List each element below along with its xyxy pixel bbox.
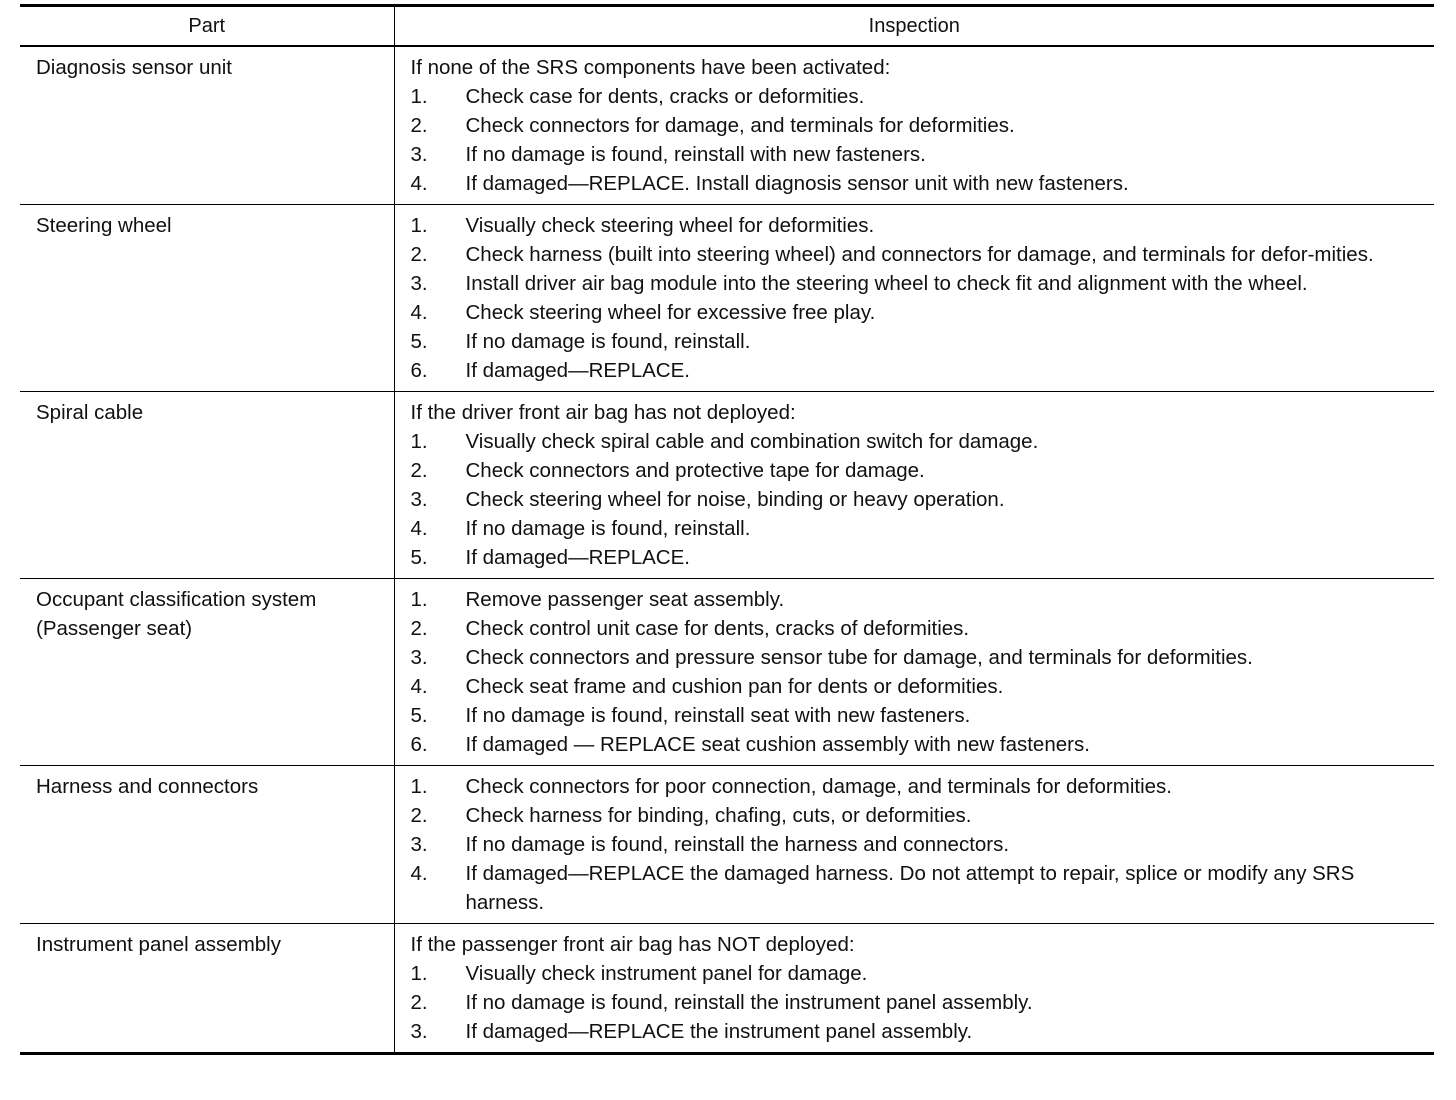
step-number: 1. [410, 85, 428, 108]
step-number: 1. [410, 775, 428, 798]
inspection-steps [411, 585, 1427, 759]
step-text: If damaged—REPLACE. Install diagnosis sensor unit with new fasteners. [465, 172, 1129, 195]
step-text: If damaged — REPLACE seat cushion assembly with new fasteners. [465, 733, 1090, 756]
step-number: 4. [410, 517, 428, 540]
part-cell: Harness and connectors [20, 766, 394, 924]
step-number: 3. [410, 272, 428, 295]
inspection-cell [394, 46, 1434, 205]
inspection-step [411, 240, 1427, 269]
part-cell: Spiral cable [20, 392, 394, 579]
inspection-steps [411, 959, 1427, 1046]
inspection-step [411, 427, 1427, 456]
part-column-header: Part [20, 6, 394, 47]
step-number: 4. [410, 862, 428, 885]
step-text: Visually check instrument panel for damage. [465, 962, 868, 985]
step-number: 3. [410, 646, 428, 669]
step-text: If damaged—REPLACE. [465, 359, 690, 382]
table-row [20, 924, 1434, 1054]
step-number: 1. [410, 588, 428, 611]
step-text: Visually check steering wheel for deformities. [465, 214, 875, 237]
inspection-step [411, 701, 1427, 730]
inspection-column-header: Inspection [394, 6, 1434, 47]
step-text: If no damage is found, reinstall. [465, 330, 751, 353]
inspection-cell [394, 766, 1434, 924]
step-number: 3. [410, 1020, 428, 1043]
inspection-step [411, 672, 1427, 701]
step-text: Check connectors and pressure sensor tube for damage, and terminals for deformities. [465, 646, 1253, 669]
table-row [20, 392, 1434, 579]
inspection-step [411, 485, 1427, 514]
inspection-step [411, 959, 1427, 988]
inspection-steps [411, 427, 1427, 572]
step-number: 2. [410, 617, 428, 640]
part-cell: Occupant classification system (Passenger seat) [20, 579, 394, 766]
inspection-step [411, 269, 1427, 298]
inspection-step [411, 859, 1427, 917]
table-row [20, 579, 1434, 766]
step-number: 1. [410, 430, 428, 453]
inspection-step [411, 614, 1427, 643]
inspection-step [411, 111, 1427, 140]
step-text: If no damage is found, reinstall seat with new fasteners. [465, 704, 971, 727]
inspection-step [411, 1017, 1427, 1046]
inspection-step [411, 298, 1427, 327]
inspection-step [411, 543, 1427, 572]
inspection-condition: If none of the SRS components have been activated: [410, 56, 891, 79]
step-number: 3. [410, 143, 428, 166]
step-text: If no damage is found, reinstall the instrument panel assembly. [465, 991, 1033, 1014]
table-row [20, 766, 1434, 924]
step-number: 2. [410, 459, 428, 482]
inspection-cell [394, 579, 1434, 766]
step-text: Check harness for binding, chafing, cuts, or deformities. [465, 804, 972, 827]
table-row [20, 205, 1434, 392]
step-text: Check connectors for damage, and terminals for deformities. [465, 114, 1015, 137]
inspection-step [411, 585, 1427, 614]
inspection-step [411, 730, 1427, 759]
step-number: 6. [410, 359, 428, 382]
step-text: Check steering wheel for noise, binding or heavy operation. [465, 488, 1005, 511]
inspection-step [411, 514, 1427, 543]
inspection-step [411, 988, 1427, 1017]
step-number: 2. [410, 991, 428, 1014]
inspection-step [411, 772, 1427, 801]
step-text: Check steering wheel for excessive free play. [465, 301, 876, 324]
step-number: 2. [410, 804, 428, 827]
step-number: 4. [410, 172, 428, 195]
step-text: If damaged—REPLACE the damaged harness. Do not attempt to repair, splice or modify any SRS harness. [465, 862, 1355, 914]
step-text: If no damage is found, reinstall with new fasteners. [465, 143, 926, 166]
step-number: 5. [410, 704, 428, 727]
inspection-step [411, 82, 1427, 111]
inspection-condition: If the driver front air bag has not deployed: [410, 401, 796, 424]
step-text: Install driver air bag module into the steering wheel to check fit and alignment with the wheel. [465, 272, 1308, 295]
step-text: Remove passenger seat assembly. [465, 588, 785, 611]
step-number: 2. [410, 243, 428, 266]
step-number: 2. [410, 114, 428, 137]
inspection-step [411, 140, 1427, 169]
step-text: Check case for dents, cracks or deformities. [465, 85, 865, 108]
step-text: Check harness (built into steering wheel) and connectors for damage, and terminals for defor-mities. [465, 243, 1374, 266]
step-text: Visually check spiral cable and combination switch for damage. [465, 430, 1039, 453]
step-number: 4. [410, 301, 428, 324]
inspection-step [411, 327, 1427, 356]
table-row [20, 46, 1434, 205]
inspection-cell [394, 924, 1434, 1054]
step-text: Check seat frame and cushion pan for dents or deformities. [465, 675, 1004, 698]
step-text: Check control unit case for dents, cracks of deformities. [465, 617, 970, 640]
inspection-step [411, 801, 1427, 830]
step-text: If damaged—REPLACE. [465, 546, 690, 569]
step-number: 6. [410, 733, 428, 756]
step-number: 4. [410, 675, 428, 698]
table-header-row [20, 6, 1434, 47]
step-text: If no damage is found, reinstall the harness and connectors. [465, 833, 1010, 856]
table-body [20, 46, 1434, 1054]
step-text: If damaged—REPLACE the instrument panel assembly. [465, 1020, 973, 1043]
inspection-table [20, 4, 1434, 1055]
inspection-cell [394, 392, 1434, 579]
inspection-steps [411, 211, 1427, 385]
inspection-step [411, 356, 1427, 385]
step-text: Check connectors and protective tape for damage. [465, 459, 925, 482]
step-number: 3. [410, 833, 428, 856]
inspection-step [411, 643, 1427, 672]
part-cell: Instrument panel assembly [20, 924, 394, 1054]
inspection-cell [394, 205, 1434, 392]
inspection-condition: If the passenger front air bag has NOT deployed: [410, 933, 855, 956]
inspection-step [411, 211, 1427, 240]
inspection-steps [411, 82, 1427, 198]
step-number: 1. [410, 962, 428, 985]
step-number: 1. [410, 214, 428, 237]
step-number: 5. [410, 330, 428, 353]
inspection-step [411, 830, 1427, 859]
step-number: 3. [410, 488, 428, 511]
step-text: Check connectors for poor connection, damage, and terminals for deformities. [465, 775, 1172, 798]
step-text: If no damage is found, reinstall. [465, 517, 751, 540]
inspection-steps [411, 772, 1427, 917]
part-cell: Steering wheel [20, 205, 394, 392]
step-number: 5. [410, 546, 428, 569]
inspection-step [411, 169, 1427, 198]
inspection-step [411, 456, 1427, 485]
part-cell: Diagnosis sensor unit [20, 46, 394, 205]
